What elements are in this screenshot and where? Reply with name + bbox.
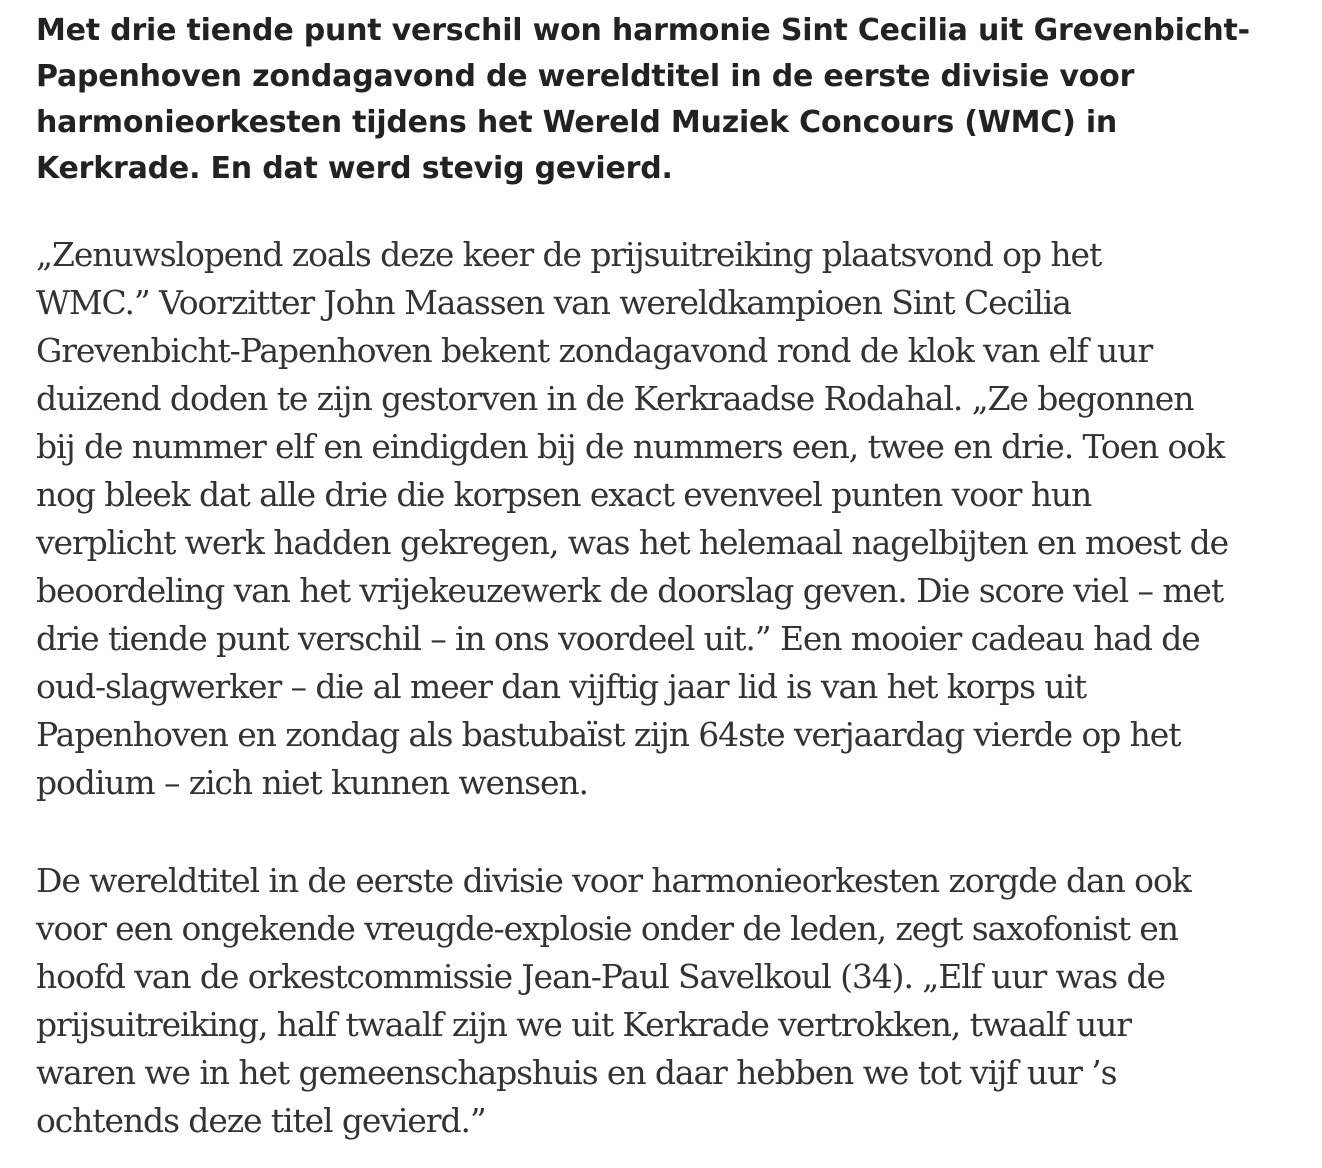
intro-line: Kerkrade. En dat werd stevig gevierd. (36, 151, 673, 186)
paragraph-line: drie tiende punt verschil – in ons voordeel uit.” Een mooier cadeau had de (36, 619, 1200, 658)
paragraph-line: voor een ongekende vreugde-explosie onder de leden, zegt saxofonist en (36, 909, 1178, 948)
paragraph-line: oud-slagwerker – die al meer dan vijftig jaar lid is van het korps uit (36, 667, 1087, 706)
paragraph-line: hoofd van de orkestcommissie Jean-Paul Savelkoul (34). „Elf uur was de (36, 957, 1165, 996)
article-body (36, 8, 1306, 1145)
paragraph-line: „Zenuwslopend zoals deze keer de prijsuitreiking plaatsvond op het (36, 235, 1102, 274)
intro-line: Met drie tiende punt verschil won harmonie Sint Cecilia uit Grevenbicht- (36, 13, 1250, 48)
paragraph-line: Papenhoven en zondag als bastubaïst zijn 64ste verjaardag vierde op het (36, 715, 1181, 754)
paragraph-line: De wereldtitel in de eerste divisie voor harmonieorkesten zorgde dan ook (36, 861, 1191, 900)
paragraph-line: podium – zich niet kunnen wensen. (36, 763, 588, 802)
paragraph-line: prijsuitreiking, half twaalf zijn we uit Kerkrade vertrokken, twaalf uur (36, 1005, 1131, 1044)
paragraph-line: waren we in het gemeenschapshuis en daar hebben we tot vijf uur ’s (36, 1053, 1117, 1092)
paragraph-line: WMC.” Voorzitter John Maassen van wereldkampioen Sint Cecilia (36, 283, 1071, 322)
intro-line: Papenhoven zondagavond de wereldtitel in de eerste divisie voor (36, 59, 1135, 94)
article-intro (36, 8, 1306, 192)
paragraph-line: duizend doden te zijn gestorven in de Kerkraadse Rodahal. „Ze begonnen (36, 379, 1194, 418)
article-paragraph-1 (36, 231, 1306, 807)
article-paragraph-2 (36, 857, 1306, 1145)
paragraph-line: beoordeling van het vrijekeuzewerk de doorslag geven. Die score viel – met (36, 571, 1224, 610)
paragraph-line: verplicht werk hadden gekregen, was het helemaal nagelbijten en moest de (36, 523, 1229, 562)
intro-line: harmonieorkesten tijdens het Wereld Muziek Concours (WMC) in (36, 105, 1118, 140)
paragraph-line: nog bleek dat alle drie die korpsen exact evenveel punten voor hun (36, 475, 1092, 514)
paragraph-line: Grevenbicht-Papenhoven bekent zondagavond rond de klok van elf uur (36, 331, 1153, 370)
paragraph-line: ochtends deze titel gevierd.” (36, 1101, 486, 1140)
paragraph-line: bij de nummer elf en eindigden bij de nummers een, twee en drie. Toen ook (36, 427, 1224, 466)
